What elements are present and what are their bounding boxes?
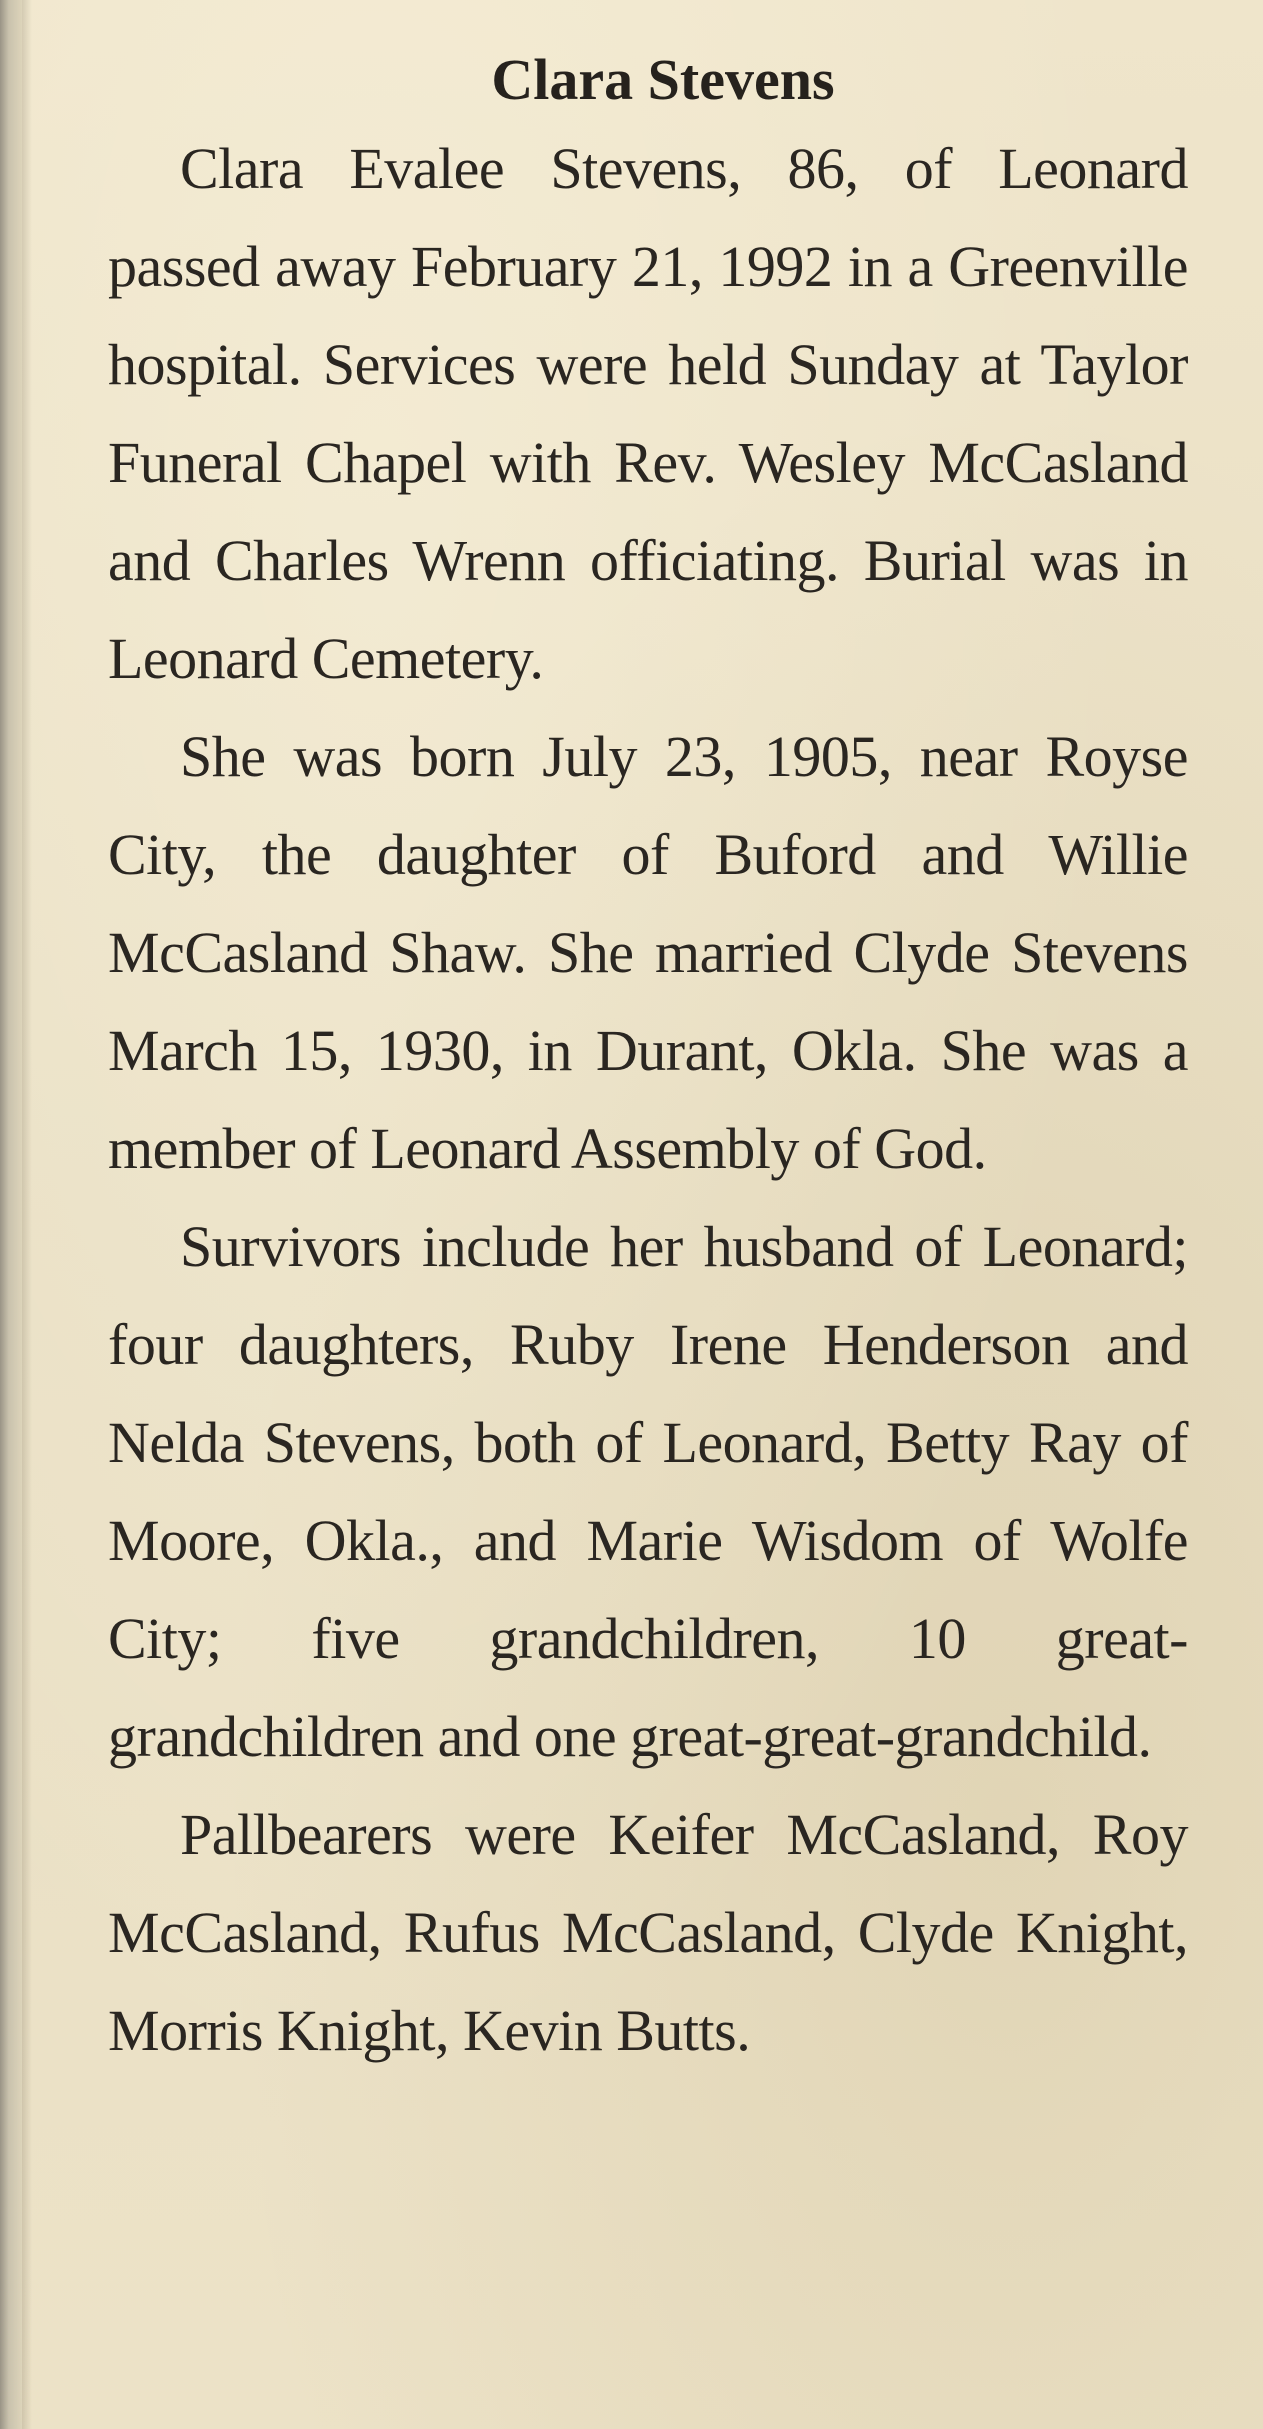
page-edge: [0, 0, 22, 2429]
obituary-column: [108, 40, 1188, 2080]
page-edge-shadow: [22, 0, 32, 2429]
obituary-headline: Clara Stevens: [491, 47, 835, 112]
obituary-paragraph-survivors: Survivors include her husband of Leonard; four daughters, Ruby Irene Henderson and Nelda Stevens, both of Leonard, Betty Ray of Moore, Okla., and Marie Wisdom of Wolfe City; five grandchildren, 10 great-grandchildren and one great-great-grandchild.: [108, 1214, 1188, 1769]
obituary-paragraph-death: Clara Evalee Stevens, 86, of Leonard passed away February 21, 1992 in a Greenville hospital. Services were held Sunday at Taylor Funeral Chapel with Rev. Wesley McCasland and Charles Wrenn officiating. Burial was in Leonard Cemetery.: [108, 136, 1188, 691]
obituary-paragraph-pallbearers: Pallbearers were Keifer McCasland, Roy McCasland, Rufus McCasland, Clyde Knight, Morris Knight, Kevin Butts.: [108, 1802, 1188, 2063]
obituary-paragraph-birth: She was born July 23, 1905, near Royse City, the daughter of Buford and Willie McCasland Shaw. She married Clyde Stevens March 15, 1930, in Durant, Okla. She was a member of Leonard Assembly of God.: [108, 724, 1188, 1181]
